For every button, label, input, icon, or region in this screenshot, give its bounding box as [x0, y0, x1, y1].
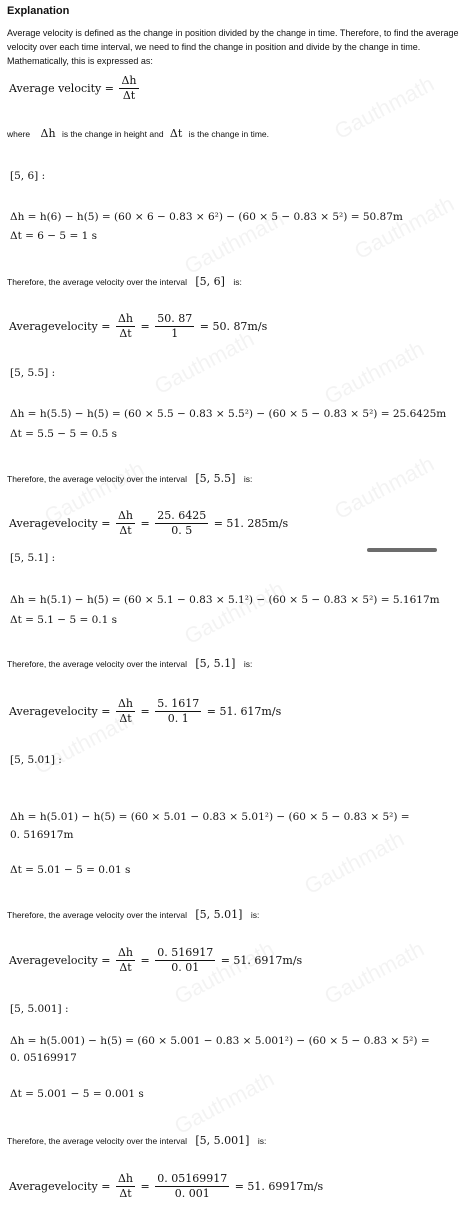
average-velocity-result: Averagevelocity = $\frac{\Delta h}{\Delta t}$ = $\frac{5. 1617}{0. 1}$ = 51. 617m/s	[9, 697, 282, 725]
interval-label: [5, 6] :	[10, 170, 46, 182]
delta-t-equation: Δt = 5.01 − 5 = 0.01 s	[10, 864, 131, 876]
avg-result: = 51. 69917m/s	[234, 1180, 324, 1193]
avg-numerator: 0. 05169917	[157, 1172, 228, 1185]
avg-numerator: 0. 516917	[157, 946, 214, 959]
delta-t-symbol: Δt	[119, 524, 132, 537]
watermark	[350, 191, 458, 265]
therefore-line	[7, 472, 252, 485]
formula-denominator: Δt	[122, 89, 136, 102]
avg-numerator: 5. 1617	[157, 697, 200, 710]
delta-h-symbol: Δh	[117, 1172, 134, 1185]
therefore-line	[7, 275, 242, 288]
avg-denominator: 0. 1	[167, 712, 189, 725]
formula-lhs: Average velocity =	[9, 82, 114, 95]
watermark	[330, 71, 438, 145]
therefore-line	[7, 1134, 266, 1147]
therefore-text: Therefore, the average velocity over the interval	[7, 659, 188, 669]
watermark	[180, 576, 288, 650]
where-delta-h: Δh	[40, 127, 56, 140]
avg-lhs: Averagevelocity =	[9, 517, 111, 530]
avg-denominator: 1	[171, 327, 179, 340]
interval-label: [5, 5.5] :	[10, 367, 56, 379]
is-text: is:	[243, 474, 253, 484]
average-velocity-result: Averagevelocity = $\frac{\Delta h}{\Delta t}$ = $\frac{0. 516917}{0. 01}$ = 51. 6917m/s	[9, 946, 303, 974]
interval-label: [5, 5.1] :	[10, 552, 56, 564]
is-text: is:	[233, 277, 242, 287]
delta-h-continued: 0. 05169917	[10, 1052, 77, 1064]
therefore-text: Therefore, the average velocity over the interval	[7, 474, 188, 484]
avg-lhs: Averagevelocity =	[9, 954, 111, 967]
avg-denominator: 0. 5	[171, 524, 193, 537]
avg-lhs: Averagevelocity =	[9, 705, 111, 718]
therefore-interval: [5, 5.5]	[195, 472, 236, 485]
delta-t-equation: Δt = 5.1 − 5 = 0.1 s	[10, 614, 118, 626]
avg-denominator: 0. 001	[174, 1187, 210, 1200]
is-text: is:	[257, 1136, 267, 1146]
delta-h-symbol: Δh	[117, 312, 134, 325]
where-post: is the change in time.	[188, 129, 269, 139]
intro-paragraph: Average velocity is defined as the change in position divided by the change in time. Therefore, to find the average velocity over each time interval, we need to find the change in position and divide by the change in time. Mathematically, this is expressed as:	[7, 28, 459, 66]
delta-t-equation: Δt = 6 − 5 = 1 s	[10, 230, 97, 242]
watermark	[170, 1066, 278, 1140]
avg-result: = 51. 6917m/s	[220, 954, 303, 967]
average-velocity-result: Averagevelocity = $\frac{\Delta h}{\Delta t}$ = $\frac{50. 87}{1}$ = 50. 87m/s	[9, 312, 268, 340]
delta-t-symbol: Δt	[119, 712, 132, 725]
watermark	[330, 451, 438, 525]
where-delta-t: Δt	[169, 127, 183, 140]
avg-lhs: Averagevelocity =	[9, 1180, 111, 1193]
delta-h-equation: Δh = h(5.001) − h(5) = (60 × 5.001 − 0.83 × 5.001²) − (60 × 5 − 0.83 × 5²) =	[10, 1035, 430, 1047]
delta-h-equation: Δh = h(6) − h(5) = (60 × 6 − 0.83 × 6²) − (60 × 5 − 0.83 × 5²) = 50.87m	[10, 211, 403, 223]
formula-numerator: Δh	[121, 74, 137, 87]
is-text: is:	[243, 659, 253, 669]
watermark	[320, 936, 428, 1010]
therefore-line	[7, 657, 252, 670]
therefore-interval: [5, 5.001]	[195, 1134, 250, 1147]
delta-h-symbol: Δh	[117, 509, 134, 522]
watermark	[320, 336, 428, 410]
where-mid: is the change in height and	[61, 129, 164, 139]
therefore-line	[7, 908, 259, 921]
delta-t-equation: Δt = 5.001 − 5 = 0.001 s	[10, 1088, 144, 1100]
horizontal-scrollbar[interactable]	[367, 548, 437, 552]
avg-result: = 50. 87m/s	[199, 320, 268, 333]
therefore-interval: [5, 5.1]	[195, 657, 236, 670]
therefore-text: Therefore, the average velocity over the interval	[7, 277, 188, 287]
average-velocity-formula	[9, 74, 141, 103]
delta-t-symbol: Δt	[119, 1187, 132, 1200]
delta-h-symbol: Δh	[117, 697, 134, 710]
delta-h-equation: Δh = h(5.1) − h(5) = (60 × 5.1 − 0.83 × 5.1²) − (60 × 5 − 0.83 × 5²) = 5.1617m	[10, 594, 440, 606]
watermark	[300, 826, 408, 900]
delta-t-symbol: Δt	[119, 961, 132, 974]
interval-label: [5, 5.001] :	[10, 1003, 69, 1015]
interval-label: [5, 5.01] :	[10, 754, 62, 766]
avg-result: = 51. 617m/s	[206, 705, 282, 718]
section-heading: Explanation	[7, 5, 70, 17]
avg-result: = 51. 285m/s	[213, 517, 289, 530]
delta-t-equation: Δt = 5.5 − 5 = 0.5 s	[10, 428, 118, 440]
where-pre: where	[7, 129, 31, 139]
therefore-text: Therefore, the average velocity over the interval	[7, 1136, 188, 1146]
avg-numerator: 50. 87	[157, 312, 193, 325]
delta-t-symbol: Δt	[119, 327, 132, 340]
avg-lhs: Averagevelocity =	[9, 320, 111, 333]
delta-h-equation: Δh = h(5.5) − h(5) = (60 × 5.5 − 0.83 × 5.5²) − (60 × 5 − 0.83 × 5²) = 25.6425m	[10, 408, 447, 420]
average-velocity-result: Averagevelocity = $\frac{\Delta h}{\Delta t}$ = $\frac{0. 05169917}{0. 001}$ = 51. 69917m/s	[9, 1172, 324, 1200]
where-line	[7, 127, 269, 140]
therefore-interval: [5, 6]	[195, 275, 225, 288]
therefore-interval: [5, 5.01]	[195, 908, 243, 921]
delta-h-symbol: Δh	[117, 946, 134, 959]
therefore-text: Therefore, the average velocity over the interval	[7, 910, 188, 920]
avg-numerator: 25. 6425	[157, 509, 207, 522]
delta-h-continued: 0. 516917m	[10, 829, 74, 841]
average-velocity-result: Averagevelocity = $\frac{\Delta h}{\Delta t}$ = $\frac{25. 6425}{0. 5}$ = 51. 285m/s	[9, 509, 289, 537]
avg-denominator: 0. 01	[171, 961, 200, 974]
delta-h-equation: Δh = h(5.01) − h(5) = (60 × 5.01 − 0.83 × 5.01²) − (60 × 5 − 0.83 × 5²) =	[10, 811, 410, 823]
is-text: is:	[250, 910, 260, 920]
